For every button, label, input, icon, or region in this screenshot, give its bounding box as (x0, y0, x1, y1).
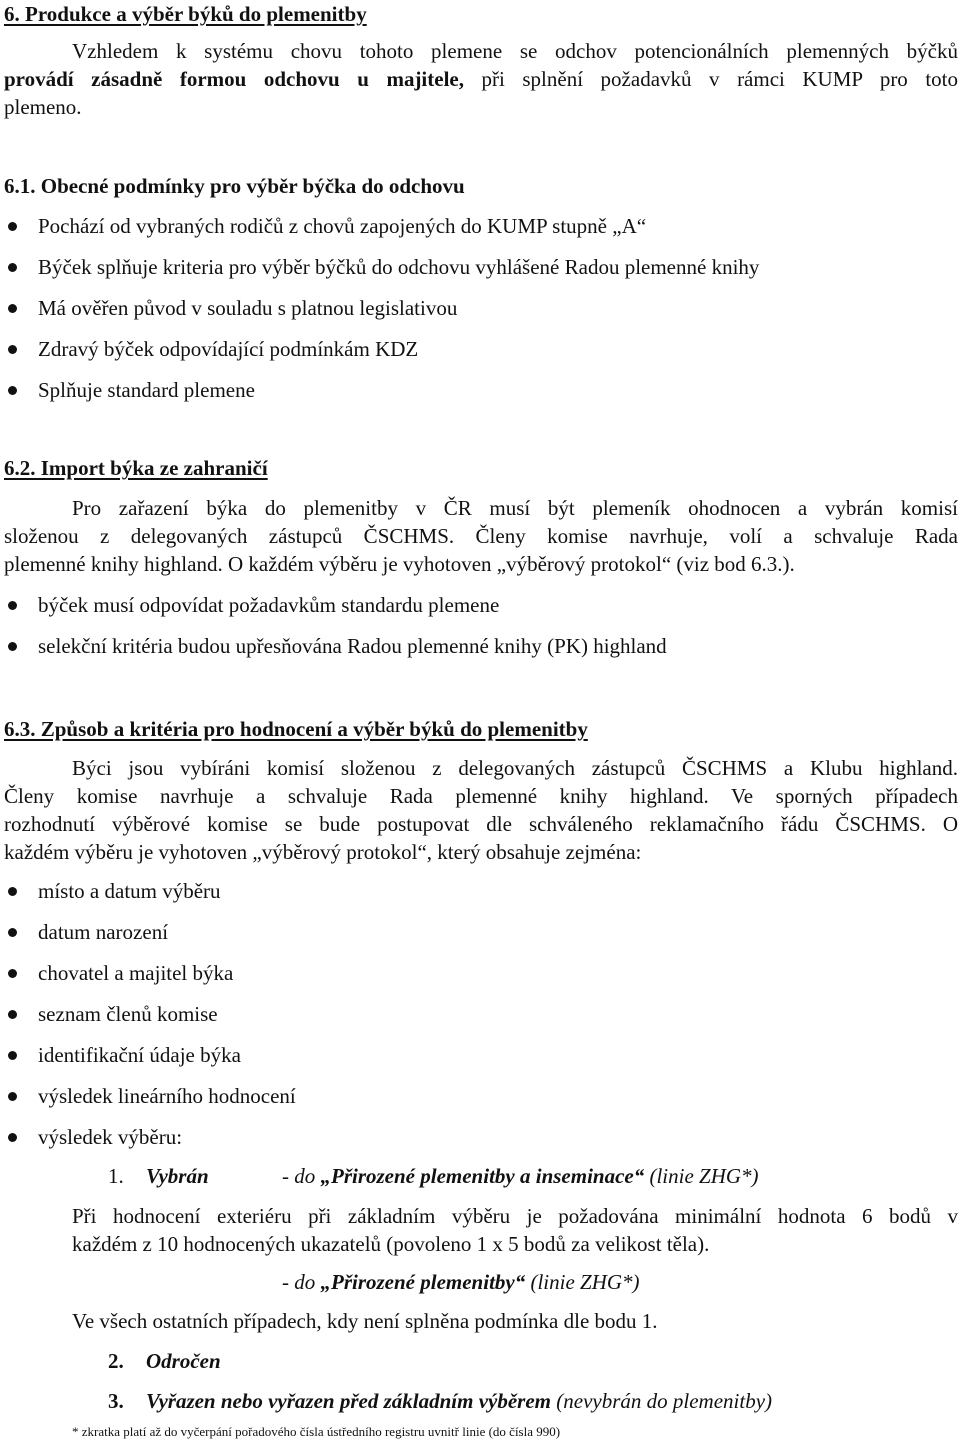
bullet-icon (8, 887, 17, 896)
section-6-bold-phrase: provádí zásadně formou odchovu u majitele, (4, 67, 464, 91)
section-6-para-line-2 (4, 65, 958, 93)
result-2-label: Odročen (146, 1349, 221, 1373)
section-6-3-para-line-2: Členy komise navrhuje a schvaluje Rada plemenné knihy highland. Ve sporných případech (4, 784, 958, 808)
section-6-3-heading: 6.3. Způsob a kritéria pro hodnocení a výběr býků do plemenitby (4, 717, 588, 741)
bullet-icon (8, 1092, 17, 1101)
list-item: Býček splňuje kriteria pro výběr býčků do odchovu vyhlášené Radou plemenné knihy (38, 255, 760, 279)
result-1-label: Vybrán (146, 1164, 209, 1188)
list-item: výsledek výběru: (38, 1125, 183, 1149)
list-item: selekční kritéria budou upřesňována Radou plemenné knihy (PK) highland (38, 634, 667, 658)
list-item: Splňuje standard plemene (38, 378, 255, 402)
result-1b-dash: - do (282, 1270, 321, 1294)
result-1-dash: - do (282, 1164, 321, 1188)
section-6-2-para-line-2: složenou z delegovaných zástupců ČSCHMS. Členy komise navrhuje, volí a schvaluje Rada (4, 524, 958, 548)
bullet-icon (8, 345, 17, 354)
bullet-icon (8, 969, 17, 978)
section-6-3-para-line-3: rozhodnutí výběrové komise se bude postupovat dle schváleného reklamačního řádu ČSCHMS. O (4, 812, 958, 836)
result-3-note: (nevybrán do plemenitby) (551, 1389, 773, 1413)
section-6-2-heading: 6.2. Import býka ze zahraničí (4, 456, 268, 480)
bullet-icon (8, 642, 17, 651)
result-1b-line-tag: (linie ZHG*) (525, 1270, 640, 1294)
section-6-2-para-line-1: Pro zařazení býka do plemenitby v ČR musí být plemeník ohodnocen a vybrán komisí (72, 496, 958, 520)
list-item: seznam členů komise (38, 1002, 218, 1026)
bullet-icon (8, 222, 17, 231)
bullet-icon (8, 1051, 17, 1060)
result-3-line (146, 1387, 772, 1415)
bullet-icon (8, 601, 17, 610)
list-item: Zdravý býček odpovídající podmínkám KDZ (38, 337, 419, 361)
result-1-category: „Přirozené plemenitby a inseminace“ (320, 1164, 645, 1188)
result-1-para-line-2: každém z 10 hodnocených ukazatelů (povoleno 1 x 5 bodů za velikost těla). (72, 1232, 710, 1256)
list-item: býček musí odpovídat požadavkům standardu plemene (38, 593, 500, 617)
section-6-para-line-3: plemeno. (4, 95, 82, 119)
section-6-1-heading: 6.1. Obecné podmínky pro výběr býčka do odchovu (4, 174, 465, 198)
bullet-icon (8, 304, 17, 313)
section-6-3-para-line-1: Býci jsou vybíráni komisí složenou z delegovaných zástupců ČSCHMS a Klubu highland. (72, 756, 958, 780)
result-1b-category: „Přirozené plemenitby“ (320, 1270, 526, 1294)
result-1-number: 1. (108, 1164, 124, 1188)
section-6-para-tail: při splnění požadavků v rámci KUMP pro toto (464, 67, 959, 91)
list-item: chovatel a majitel býka (38, 961, 234, 985)
result-3-number: 3. (108, 1389, 124, 1413)
list-item: Má ověřen původ v souladu s platnou legislativou (38, 296, 458, 320)
result-1b-line (282, 1268, 640, 1296)
list-item: výsledek lineárního hodnocení (38, 1084, 296, 1108)
result-3-label: Vyřazen nebo vyřazen před základním výběrem (146, 1389, 551, 1413)
section-6-2-para-line-3: plemenné knihy highland. O každém výběru je vyhotoven „výběrový protokol“ (viz bod 6.3.). (4, 552, 795, 576)
result-1b-para: Ve všech ostatních případech, kdy není splněna podmínka dle bodu 1. (72, 1309, 658, 1333)
bullet-icon (8, 1133, 17, 1142)
list-item: identifikační údaje býka (38, 1043, 241, 1067)
result-1-line-tag: (linie ZHG*) (644, 1164, 759, 1188)
bullet-icon (8, 1010, 17, 1019)
result-1-para-line-1: Při hodnocení exteriéru při základním výběru je požadována minimální hodnota 6 bodů v (72, 1204, 958, 1228)
result-2-number: 2. (108, 1349, 124, 1373)
section-6-3-para-line-4: každém výběru je vyhotoven „výběrový protokol“, který obsahuje zejména: (4, 840, 642, 864)
result-1-line (282, 1162, 759, 1190)
list-item: datum narození (38, 920, 169, 944)
bullet-icon (8, 928, 17, 937)
bullet-icon (8, 386, 17, 395)
list-item: místo a datum výběru (38, 879, 221, 903)
section-6-heading: 6. Produkce a výběr býků do plemenitby (4, 2, 367, 26)
list-item: Pochází od vybraných rodičů z chovů zapojených do KUMP stupně „A“ (38, 214, 647, 238)
section-6-para-line-1: Vzhledem k systému chovu tohoto plemene se odchov potencionálních plemenných býčků (72, 39, 958, 63)
footnote: * zkratka platí až do vyčerpání pořadového čísla ústředního registru uvnitř linie (do čísla 990) (72, 1424, 561, 1439)
bullet-icon (8, 263, 17, 272)
